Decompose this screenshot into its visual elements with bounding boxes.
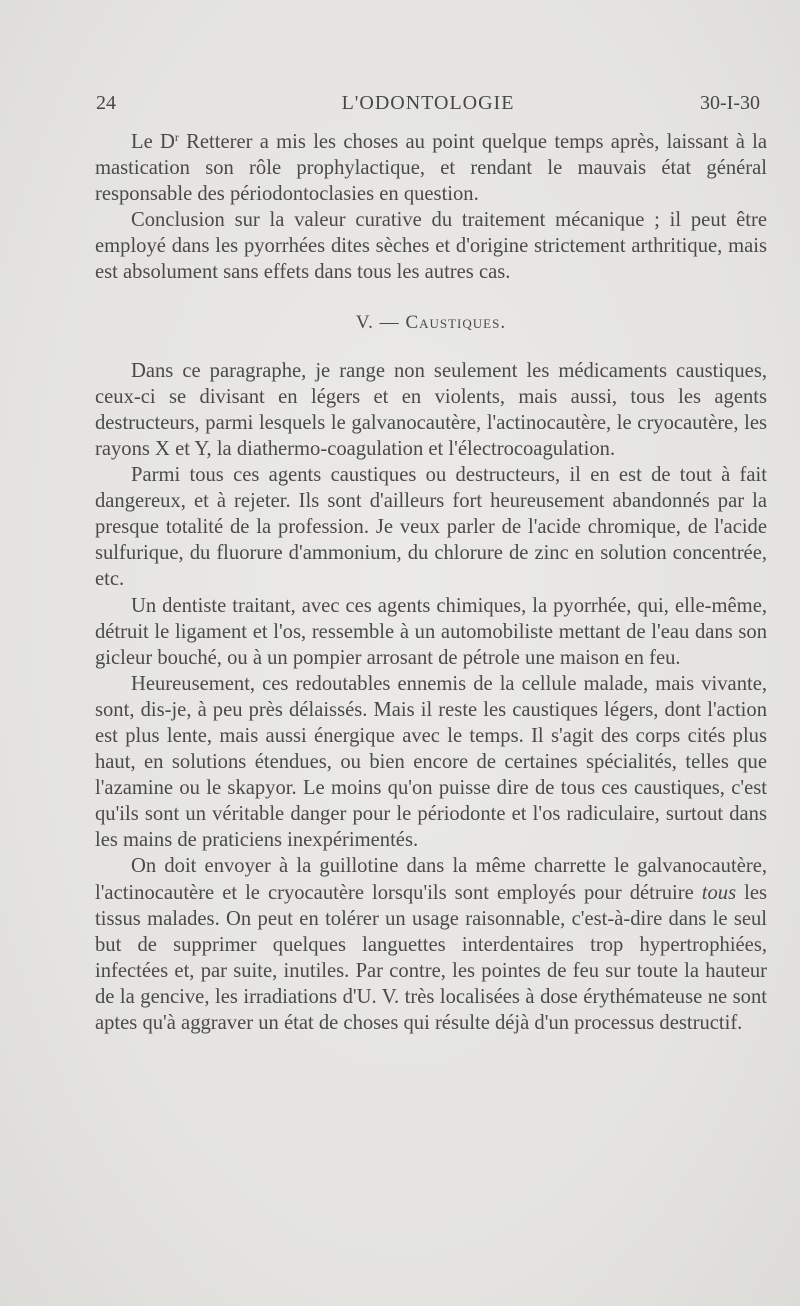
page-number: 24 (96, 92, 116, 114)
running-title: L'ODONTOLOGIE (341, 92, 515, 114)
paragraph-retterer: Le $D^r$ Retterer a mis les choses au point quelque temps après, laissant à la mastication son rôle prophylactique, et rendant le mauvais état général responsable des périodontoclasies en question. (95, 130, 767, 206)
article-body (95, 124, 767, 1036)
page-header (96, 92, 760, 122)
paragraph-analogy: Un dentiste traitant, avec ces agents chimiques, la pyorrhée, qui, elle-même, détruit le ligament et l'os, ressemble à un automobiliste mettant de l'eau dans son gicleur bouché, ou à un pompier arrosant de pétrole une maison en feu. (95, 594, 767, 669)
issue-date: 30-I-30 (700, 92, 760, 114)
paragraph-light-caustics: Heureusement, ces redoutables ennemis de la cellule malade, mais vivante, sont, dis-je, à peu près délaissés. Mais il reste les caustiques légers, dont l'action est plus lente, mais aussi énergique avec le temps. Il s'agit des corps cités plus haut, en solutions étendues, ou bien encore de certaines spécialités, telles que l'azamine ou le skapyor. Le moins qu'on puisse dire de tous ces caustiques, c'est qu'ils sont un véritable danger pour le périodonte et l'os radiculaire, surtout dans les mains de praticiens inexpérimentés. (95, 672, 767, 852)
paragraph-guillotine: On doit envoyer à la guillotine dans la même charrette le galvanocautère, l'actinocautère et le cryocautère lorsqu'ils sont employés pour détruire tous les tissus malades. On peut en tolérer un usage raisonnable, c'est-à-dire dans le seul but de supprimer quelques languettes interdentaires trop hypertrophiées, infectées et, par suite, inutiles. Par contre, les pointes de feu sur toute la hauteur de la gencive, les irradiations d'U. V. très localisées à dose érythémateuse ne sont aptes qu'à aggraver un état de choses qui résulte déjà d'un processus destructif. (95, 855, 767, 1034)
paragraph-conclusion: Conclusion sur la valeur curative du traitement mécanique ; il peut être employé dans les pyorrhées dites sèches et d'origine strictement arthritique, mais est absolument sans effets dans tous les autres cas. (95, 209, 767, 284)
section-heading (95, 310, 767, 336)
paragraph-range: Dans ce paragraphe, je range non seulement les médicaments caustiques, ceux-ci se divisant en légers et en violents, mais aussi, tous les agents destructeurs, parmi lesquels le galvanocautère, l'actinocautère, le cryocautère, les rayons X et Y, la diathermo-coagulation et l'électrocoagulation. (95, 359, 767, 460)
section-number: V. — (355, 311, 406, 333)
paragraph-dangerous-agents: Parmi tous ces agents caustiques ou destructeurs, il en est de tout à fait dangereux, et à rejeter. Ils sont d'ailleurs fort heureusement abandonnés par la presque totalité de la profession. Je veux parler de l'acide chromique, de l'acide sulfurique, du fluorure d'ammonium, du chlorure de zinc en solution concentrée, etc. (95, 464, 767, 591)
section-title: Caustiques. (405, 311, 507, 333)
